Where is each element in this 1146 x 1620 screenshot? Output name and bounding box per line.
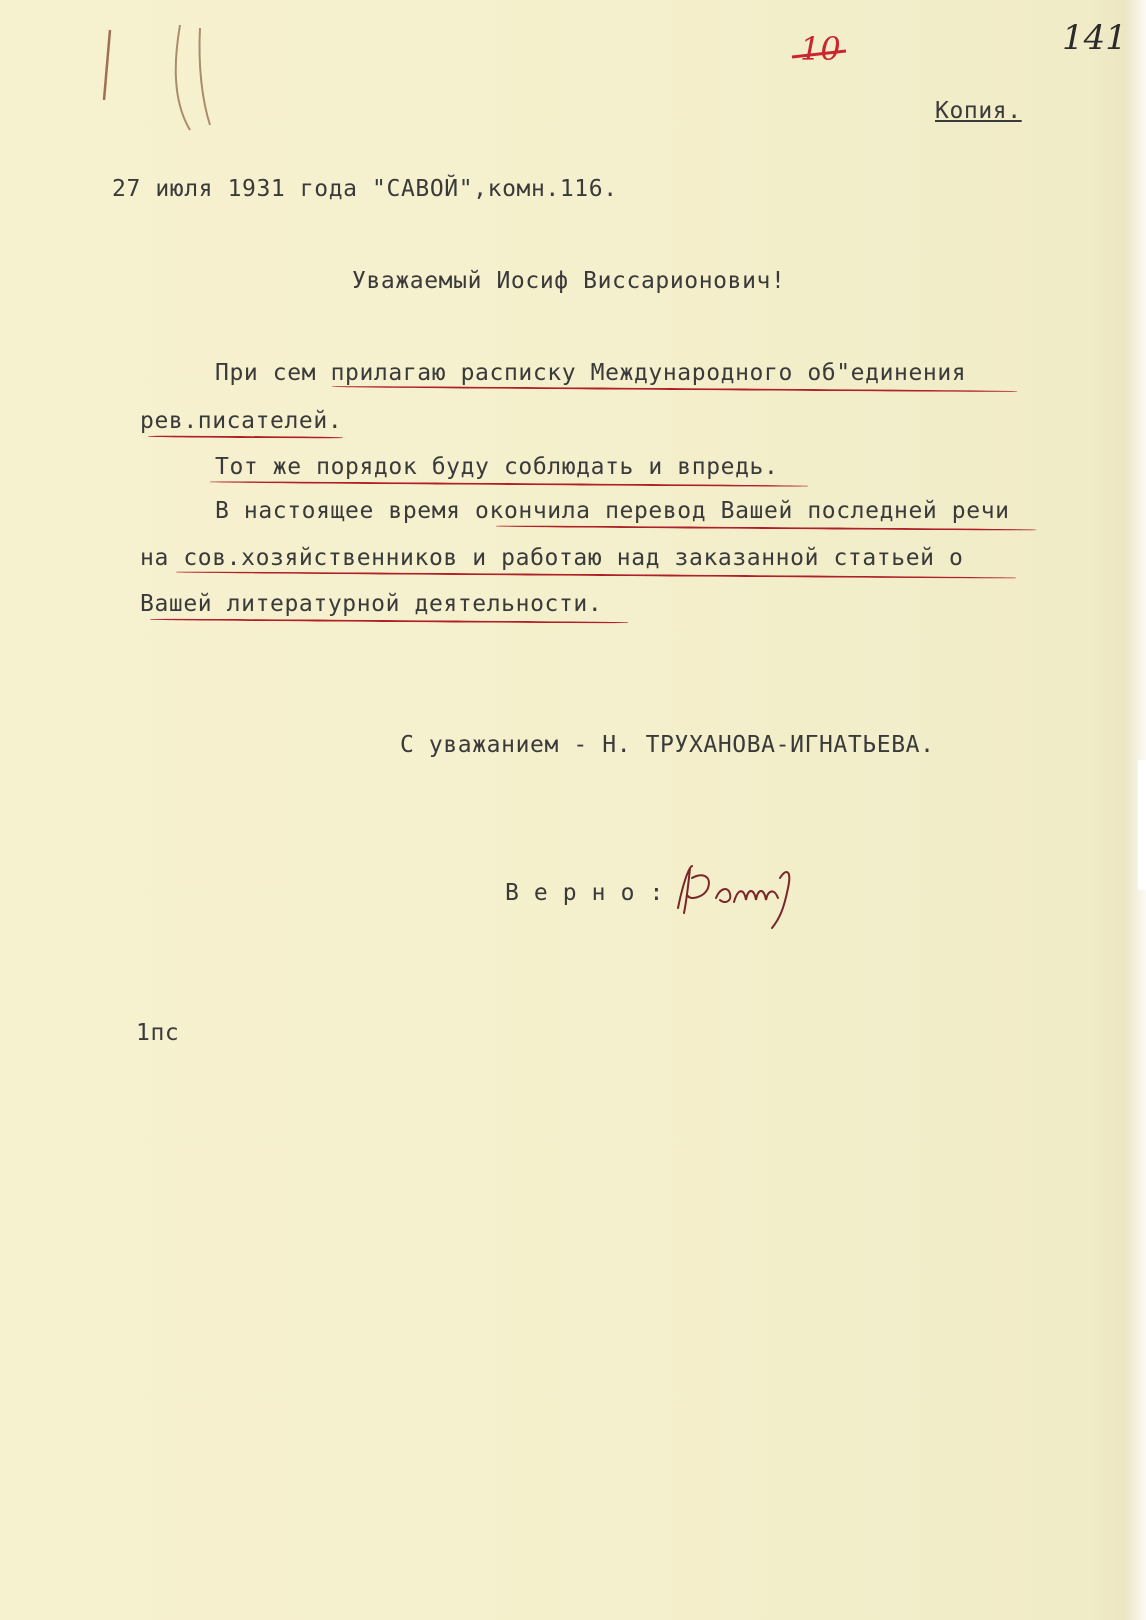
salutation: Уважаемый Иосиф Виссарионович! [352,268,786,294]
dateline: 27 июля 1931 года "САВОЙ",комн.116. [112,176,618,202]
body-line-5: на сов.хозяйственников и работаю над заказанной статьей о [140,545,964,571]
strike-old-folio [790,45,850,65]
footer-code: 1пс [136,1020,180,1046]
handwritten-signature [668,858,828,938]
body-line-3: Тот же порядок буду соблюдать и впредь. [215,454,779,480]
body-line-1: При сем прилагаю расписку Международного об"единения [215,360,967,386]
folio-number: 141 [1062,18,1127,58]
certification-label: В е р н о : [505,880,664,906]
binding-marks [90,20,230,140]
body-line-4: В настоящее время окончила перевод Вашей последней речи [215,498,1010,524]
closing-signature-line: С уважанием - Н. ТРУХАНОВА-ИГНАТЬЕВА. [400,732,935,758]
copy-mark: Копия. [935,98,1022,124]
body-line-2: рев.писателей. [140,408,343,434]
body-line-6: Вашей литературной деятельности. [140,591,603,617]
page-edge-highlight [1138,760,1146,890]
old-folio-number: 10 [800,30,841,68]
